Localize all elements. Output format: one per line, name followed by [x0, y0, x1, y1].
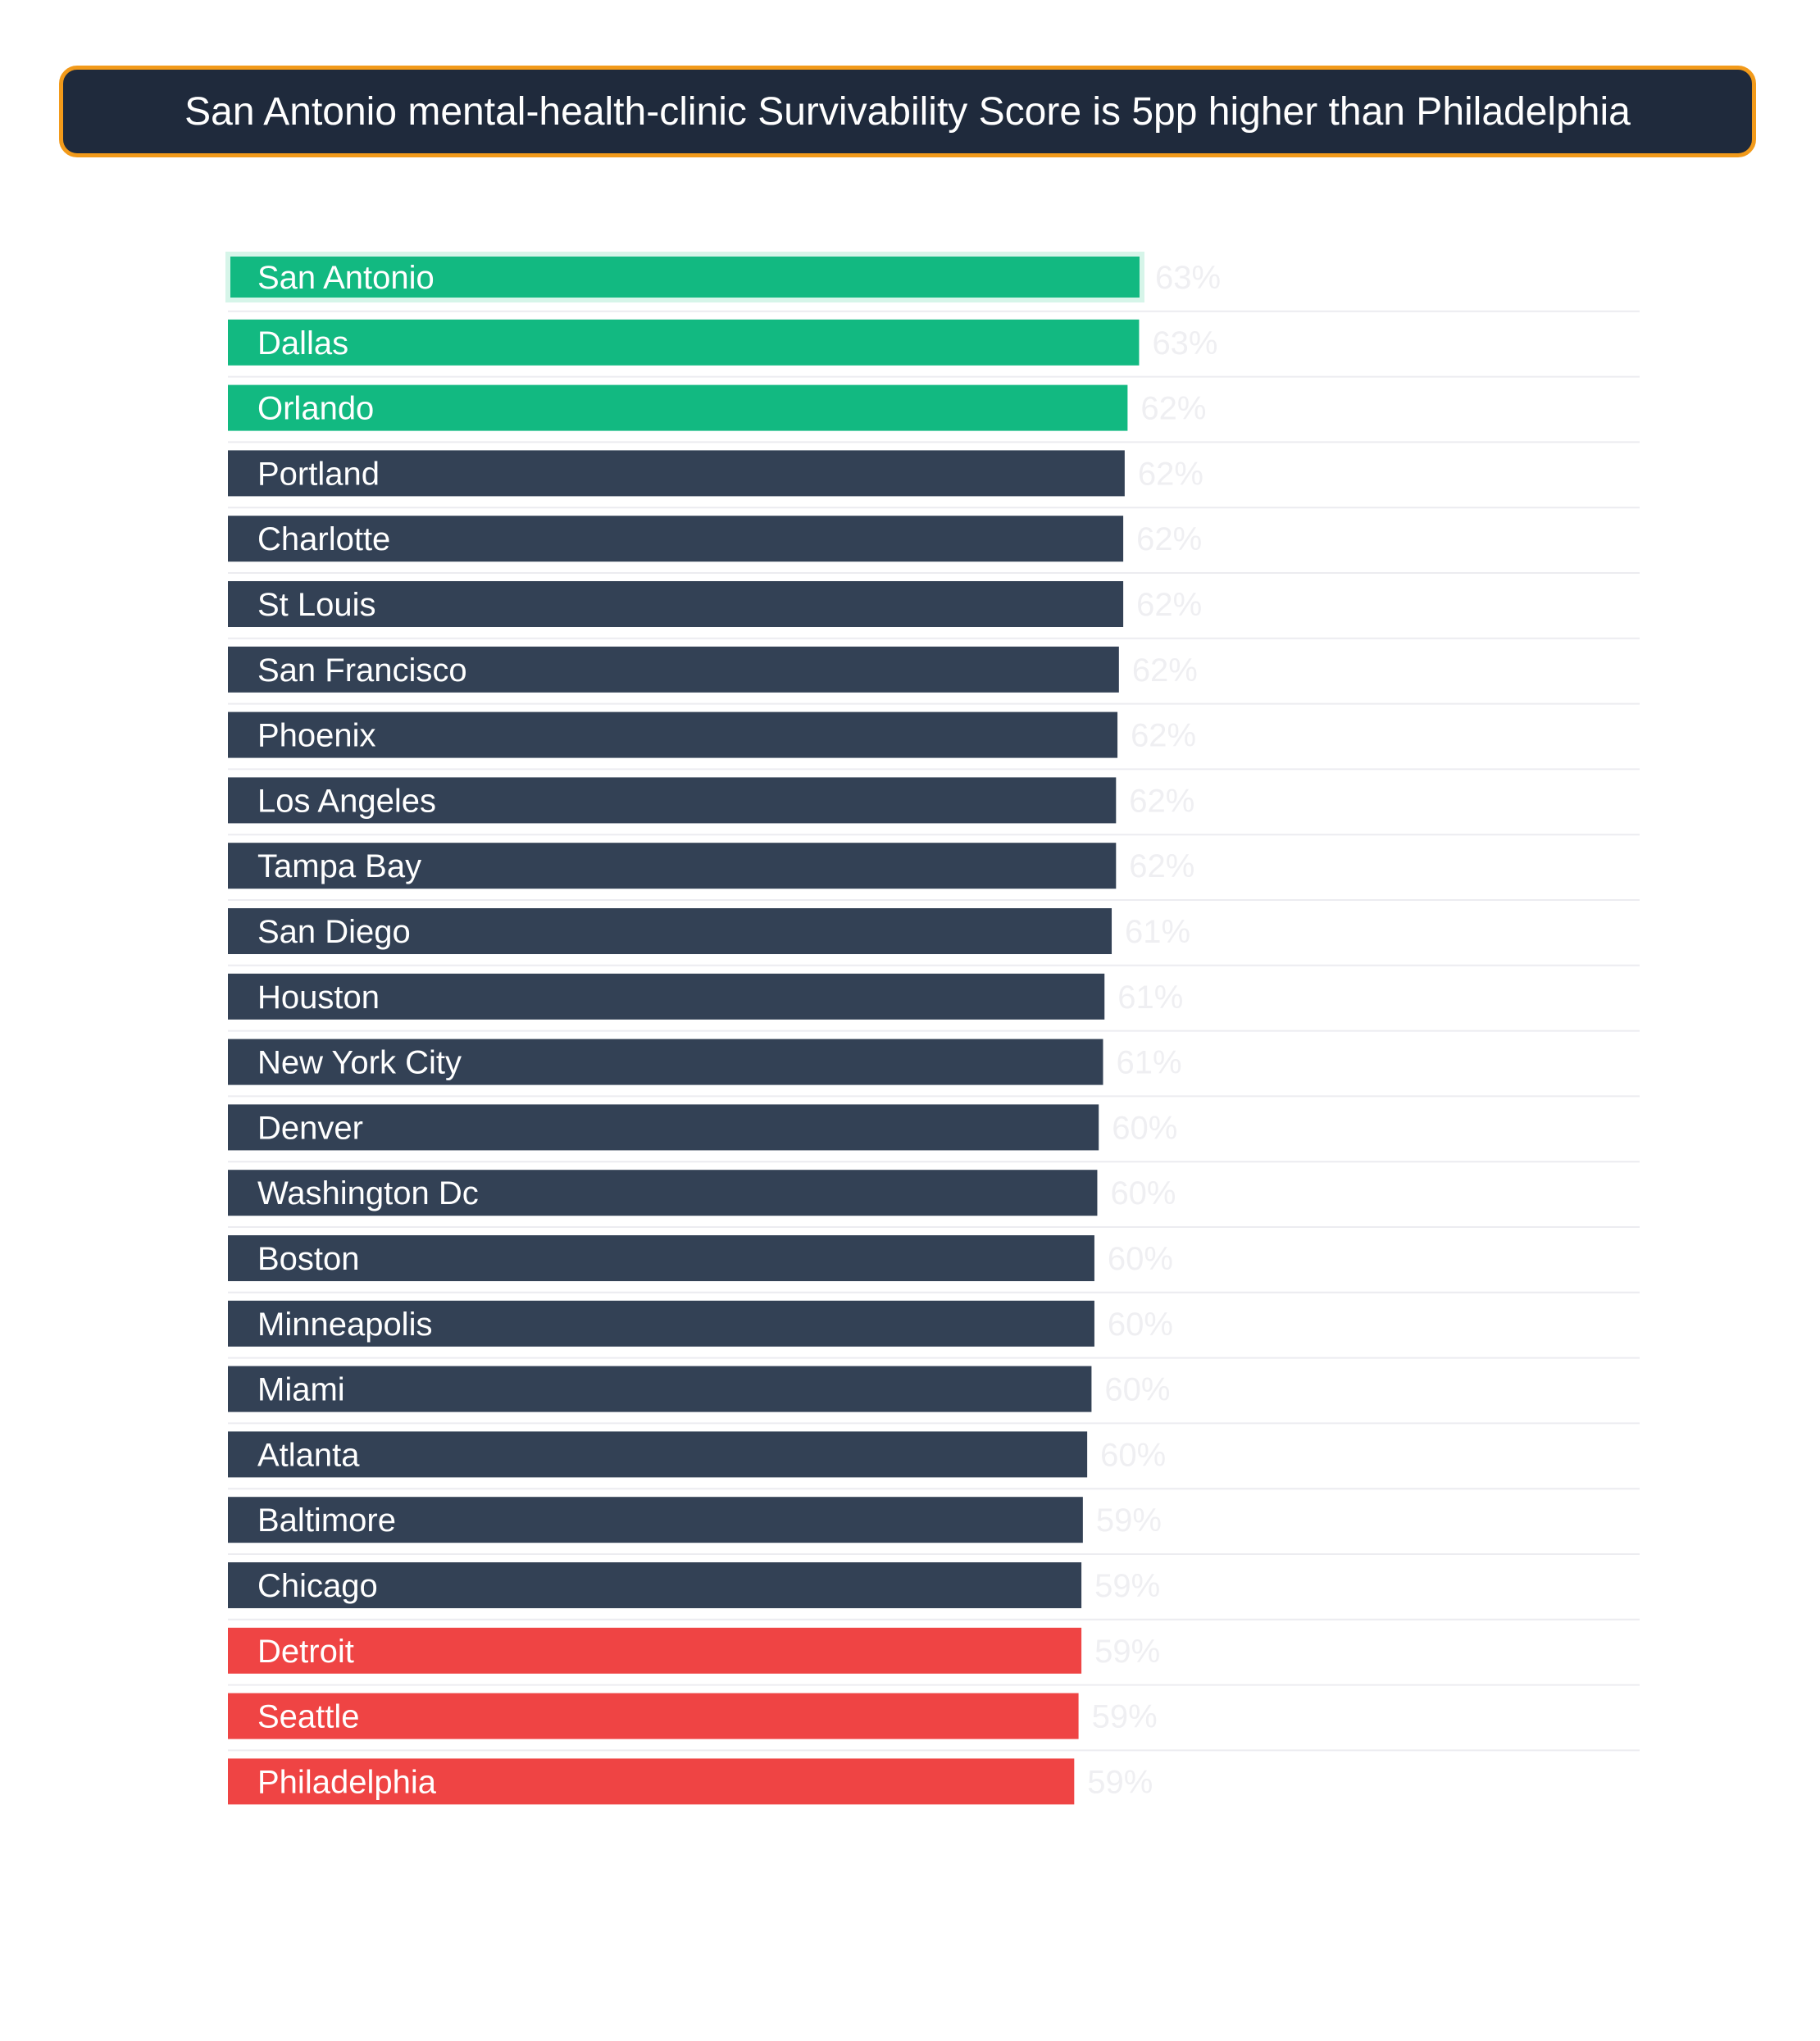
value-label: 60%: [1112, 1110, 1178, 1147]
value-label: 60%: [1110, 1175, 1176, 1212]
category-label: Tampa Bay: [257, 848, 422, 885]
value-label: 59%: [1095, 1502, 1162, 1539]
value-label: 63%: [1154, 260, 1222, 296]
bar-row: [228, 320, 1640, 377]
bar-row: [228, 1562, 1640, 1620]
bar-row: [228, 450, 1640, 507]
value-label: 63%: [1152, 325, 1218, 361]
bar-row: [228, 1366, 1640, 1424]
category-label: Denver: [257, 1110, 363, 1147]
bar-row: [228, 1758, 1153, 1804]
value-label: 60%: [1100, 1437, 1167, 1474]
bar-row: [228, 1104, 1640, 1161]
value-label: 62%: [1131, 652, 1198, 689]
value-label: 61%: [1116, 1044, 1182, 1081]
value-label: 62%: [1136, 521, 1203, 558]
value-label: 59%: [1094, 1568, 1161, 1604]
category-label: Boston: [257, 1241, 360, 1277]
value-label: 60%: [1107, 1241, 1173, 1277]
category-label: Seattle: [257, 1698, 360, 1735]
category-label: Houston: [257, 979, 380, 1016]
value-label: 59%: [1091, 1698, 1158, 1735]
bar-row: [228, 712, 1640, 770]
bar-row: [228, 516, 1640, 573]
value-label: 59%: [1094, 1633, 1161, 1670]
bar-row: [228, 1628, 1640, 1685]
category-label: St Louis: [257, 587, 376, 623]
value-label: 62%: [1136, 587, 1203, 623]
bar-row: [228, 974, 1640, 1031]
bar-row: [228, 843, 1640, 900]
category-label: Minneapolis: [257, 1306, 433, 1343]
bar-row: [228, 777, 1640, 834]
bar-row: [228, 1235, 1640, 1293]
category-label: Phoenix: [257, 717, 376, 754]
bar-row: [228, 1301, 1640, 1358]
category-label: Miami: [257, 1371, 345, 1408]
category-label: Washington Dc: [257, 1175, 479, 1212]
category-label: Philadelphia: [257, 1764, 436, 1801]
value-label: 62%: [1137, 456, 1203, 493]
bar-row: [228, 1693, 1640, 1751]
bar-row: [228, 1497, 1640, 1554]
bar-row: [228, 581, 1640, 639]
bar: [228, 320, 1139, 366]
category-label: Charlotte: [257, 521, 391, 558]
bar-row: [228, 1170, 1640, 1227]
bar: [228, 1628, 1081, 1674]
bar-row: [228, 647, 1640, 704]
bar-row: [228, 385, 1640, 443]
category-label: San Diego: [257, 914, 411, 950]
value-label: 61%: [1125, 914, 1191, 950]
bar: [228, 1366, 1091, 1412]
value-label: 60%: [1104, 1371, 1171, 1408]
category-label: San Francisco: [257, 652, 467, 689]
value-label: 60%: [1107, 1306, 1173, 1343]
category-label: Orlando: [257, 390, 375, 427]
category-label: Dallas: [257, 325, 349, 361]
category-label: Atlanta: [257, 1437, 360, 1474]
bar-row: [228, 908, 1640, 966]
category-label: Chicago: [257, 1568, 378, 1604]
category-label: Detroit: [257, 1633, 354, 1670]
value-label: 62%: [1131, 717, 1197, 754]
category-label: Los Angeles: [257, 783, 436, 820]
category-label: Portland: [257, 456, 380, 493]
value-label: 61%: [1117, 979, 1184, 1016]
bar-row: [228, 1431, 1640, 1489]
category-label: New York City: [257, 1044, 462, 1081]
bar-row: [228, 254, 1640, 311]
value-label: 62%: [1129, 848, 1195, 885]
value-label: 62%: [1129, 783, 1195, 820]
value-label: 62%: [1140, 390, 1207, 427]
chart-title: San Antonio mental-health-clinic Survivability Score is 5pp higher than Philadelphia: [184, 89, 1631, 134]
bar-row: [228, 1039, 1640, 1097]
category-label: San Antonio: [257, 260, 435, 296]
category-label: Baltimore: [257, 1502, 396, 1539]
value-label: 59%: [1087, 1764, 1153, 1801]
